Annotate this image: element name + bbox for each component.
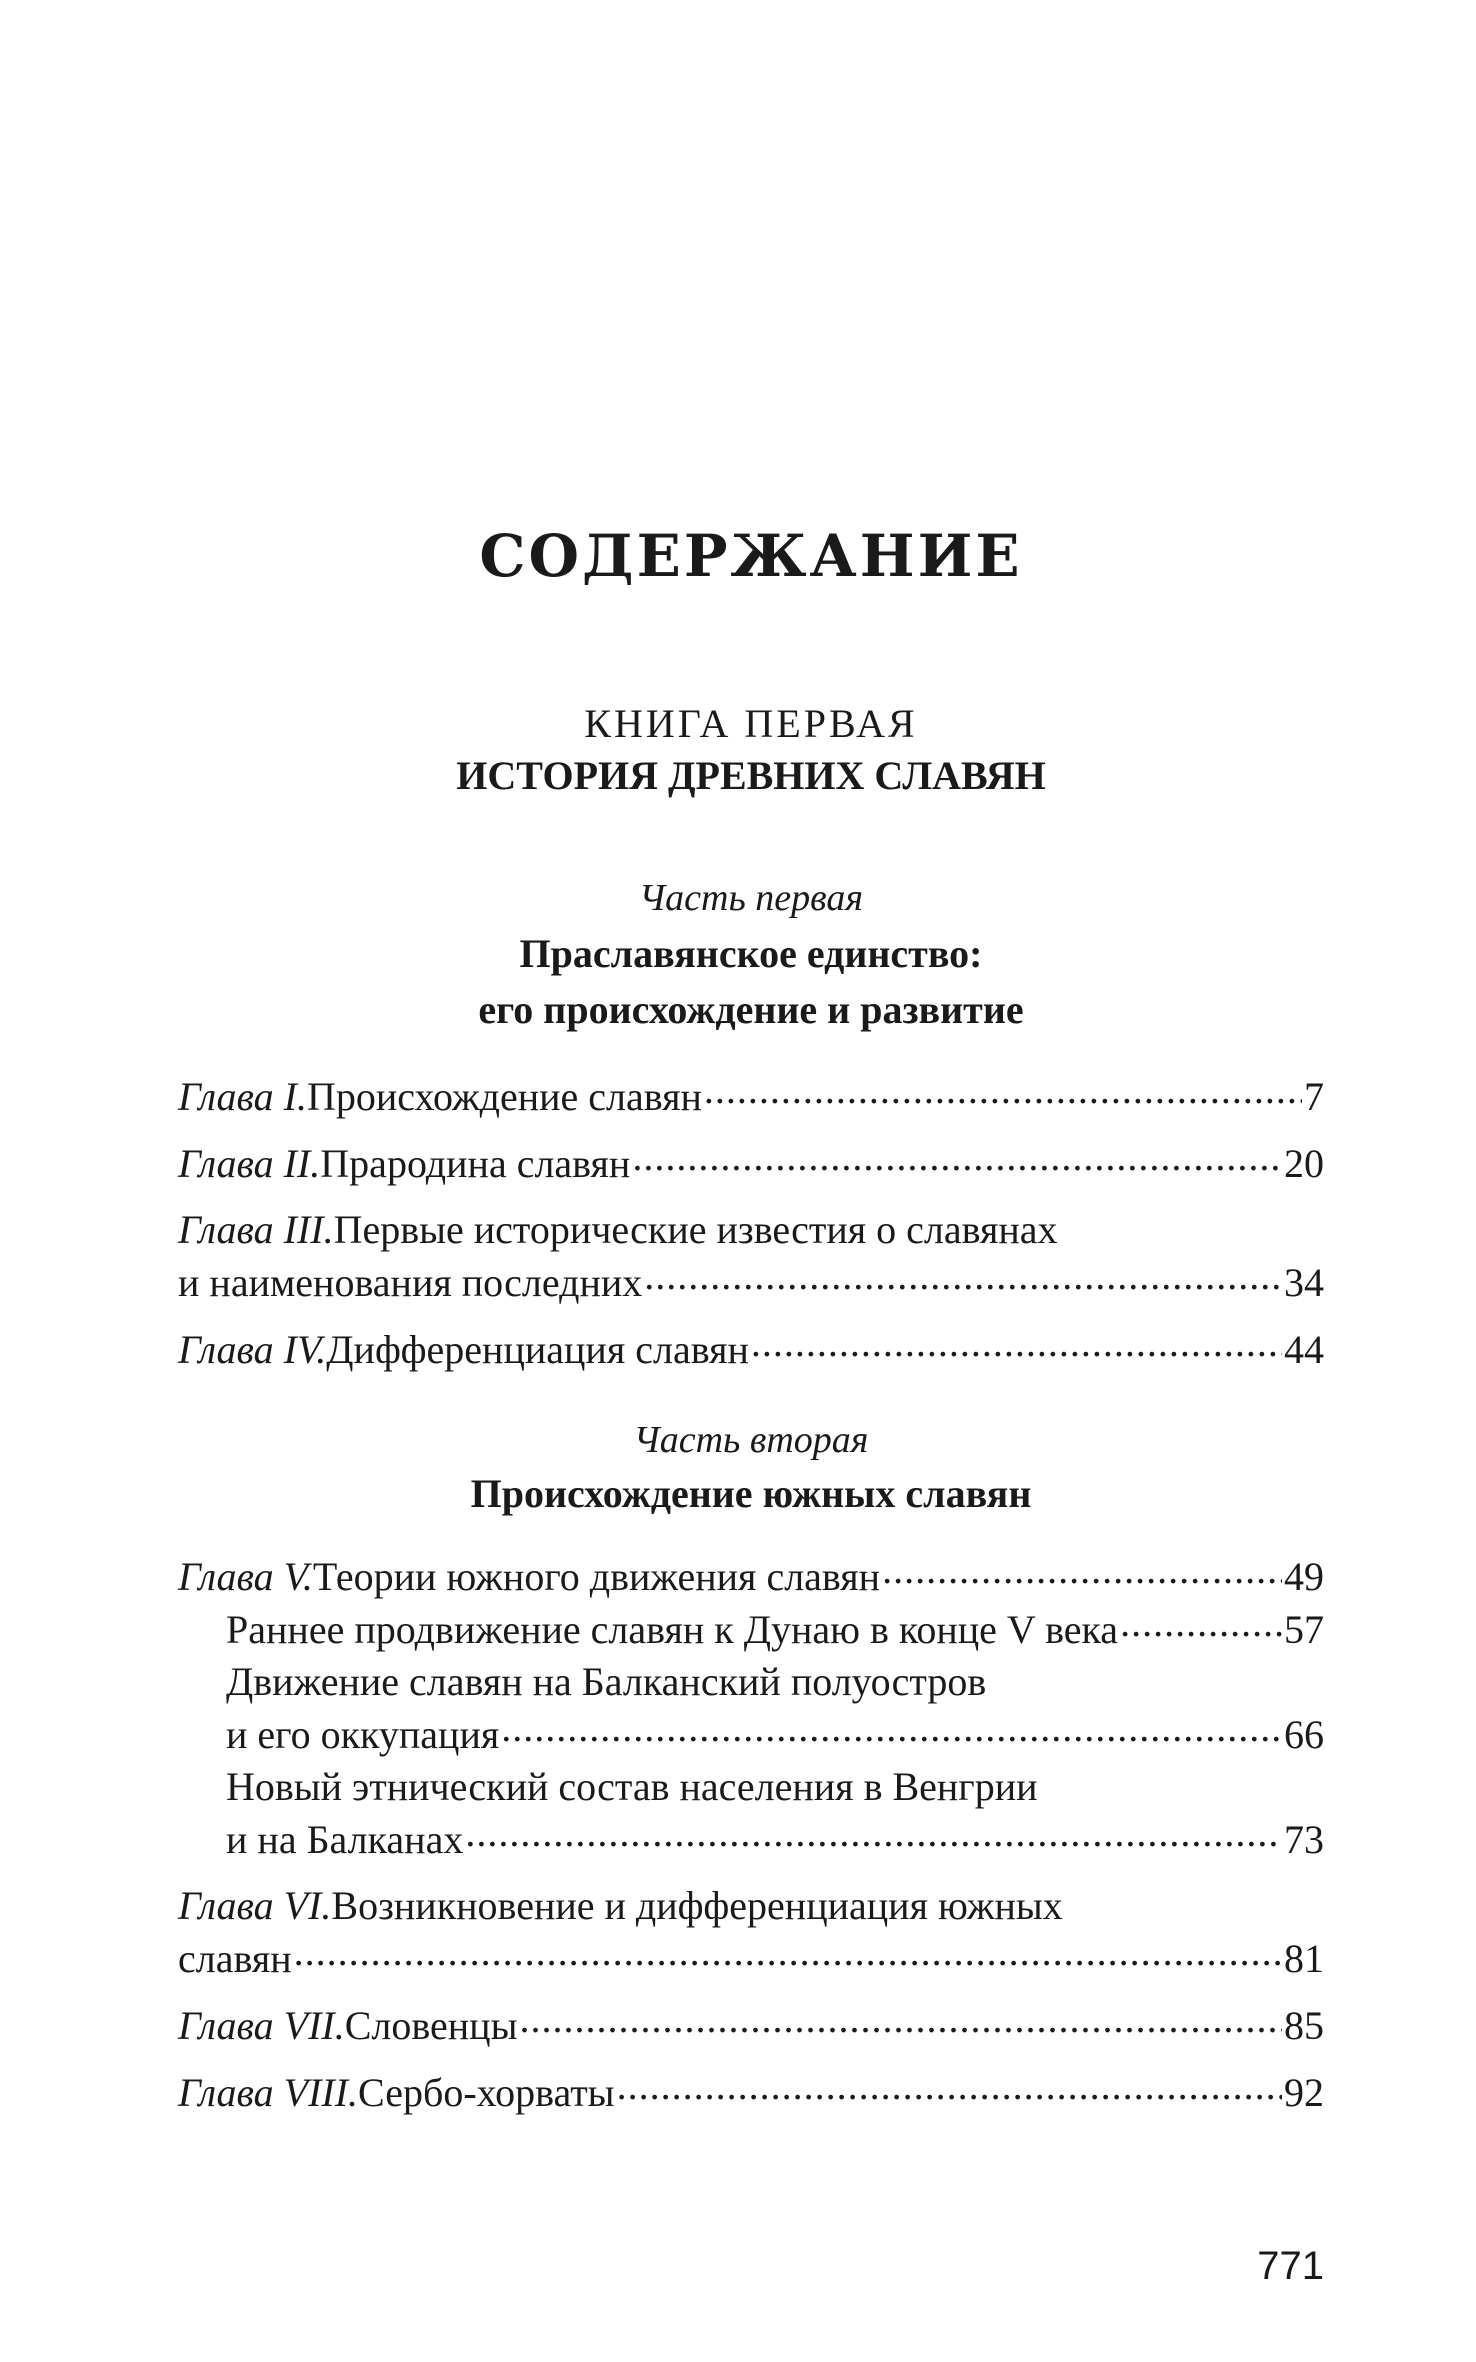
toc-subentry[interactable] (178, 1761, 1324, 1866)
toc-subentry[interactable] (178, 1603, 1324, 1656)
part-one-title-line-2: его происхождение и развитие (478, 987, 1024, 1032)
part-one-label: Часть первая (638, 877, 864, 919)
leader-dots (617, 2066, 1282, 2106)
chapter-prefix: Глава II. (178, 1141, 321, 1186)
book-title: ИСТОРИЯ ДРЕВНИХ СЛАВЯН (456, 753, 1046, 798)
page-ref: 57 (1284, 1607, 1324, 1652)
chapter-title: Первые исторические известия о славянах (333, 1207, 1058, 1252)
chapter-prefix: Глава V. (178, 1554, 313, 1599)
section-title-continued: и на Балканах (226, 1817, 464, 1862)
section-title: Раннее продвижение славян к Дунаю в конце V века (226, 1607, 1119, 1652)
page-number: 771 (1257, 2244, 1324, 2288)
section-title-continued: и его оккупация (226, 1712, 500, 1757)
page-ref: 73 (1284, 1817, 1324, 1862)
part-two-label: Часть вторая (633, 1419, 869, 1461)
page-ref: 85 (1284, 2003, 1324, 2048)
page-ref: 7 (1304, 1074, 1324, 1119)
toc-part-two (178, 1550, 1324, 2119)
leader-dots (1120, 1603, 1282, 1643)
part-two-header (178, 0, 1324, 1600)
chapter-title: Словенцы (344, 2003, 518, 2048)
chapter-prefix: Глава VII. (178, 2003, 345, 2048)
toc-subentry[interactable] (178, 1656, 1324, 1761)
page-ref: 81 (1284, 1936, 1324, 1981)
leader-dots (501, 1708, 1282, 1748)
chapter-title-continued: и наименования последних (178, 1260, 643, 1305)
part-one-title-line-1: Праславянское единство: (519, 931, 983, 976)
section-title: Новый этнический состав населения в Венгрии (226, 1764, 1038, 1809)
toc-entry[interactable] (178, 1999, 1324, 2052)
chapter-title: Сербо-хорваты (358, 2070, 615, 2115)
contents-heading: СОДЕРЖАНИЕ (479, 522, 1023, 590)
leader-dots (882, 1550, 1282, 1590)
chapter-title: Возникновение и дифференциация южных (331, 1883, 1063, 1928)
toc-entry[interactable] (178, 1550, 1324, 1603)
chapter-prefix: Глава VIII. (178, 2070, 359, 2115)
chapter-title: Прародина славян (320, 1141, 631, 1186)
toc-entry[interactable] (178, 2066, 1324, 2119)
part-two-title-text: Происхождение южных славян (470, 1471, 1032, 1516)
chapter-title: Дифференциация славян (326, 1327, 749, 1372)
leader-dots (519, 1999, 1282, 2039)
section-title: Движение славян на Балканский полуостров (226, 1659, 987, 1704)
book-label: КНИГА ПЕРВАЯ (584, 701, 918, 746)
page-ref: 20 (1284, 1141, 1324, 1186)
page-ref: 34 (1284, 1260, 1324, 1305)
page-ref: 44 (1284, 1327, 1324, 1372)
leader-dots (294, 1932, 1282, 1972)
chapter-prefix: Глава III. (178, 1207, 334, 1252)
page-ref: 66 (1284, 1712, 1324, 1757)
chapter-prefix: Глава IV. (178, 1327, 327, 1372)
part-two-title (178, 1466, 1324, 1522)
chapter-prefix: Глава VI. (178, 1883, 332, 1928)
chapter-title: Теории южного движения славян (312, 1554, 881, 1599)
chapter-title-continued: славян (178, 1936, 292, 1981)
page-ref: 49 (1284, 1554, 1324, 1599)
page-ref: 92 (1284, 2070, 1324, 2115)
toc-entry[interactable] (178, 1880, 1324, 1985)
chapter-prefix: Глава I. (178, 1074, 307, 1119)
leader-dots (465, 1813, 1282, 1853)
chapter-title: Происхождение славян (306, 1074, 702, 1119)
